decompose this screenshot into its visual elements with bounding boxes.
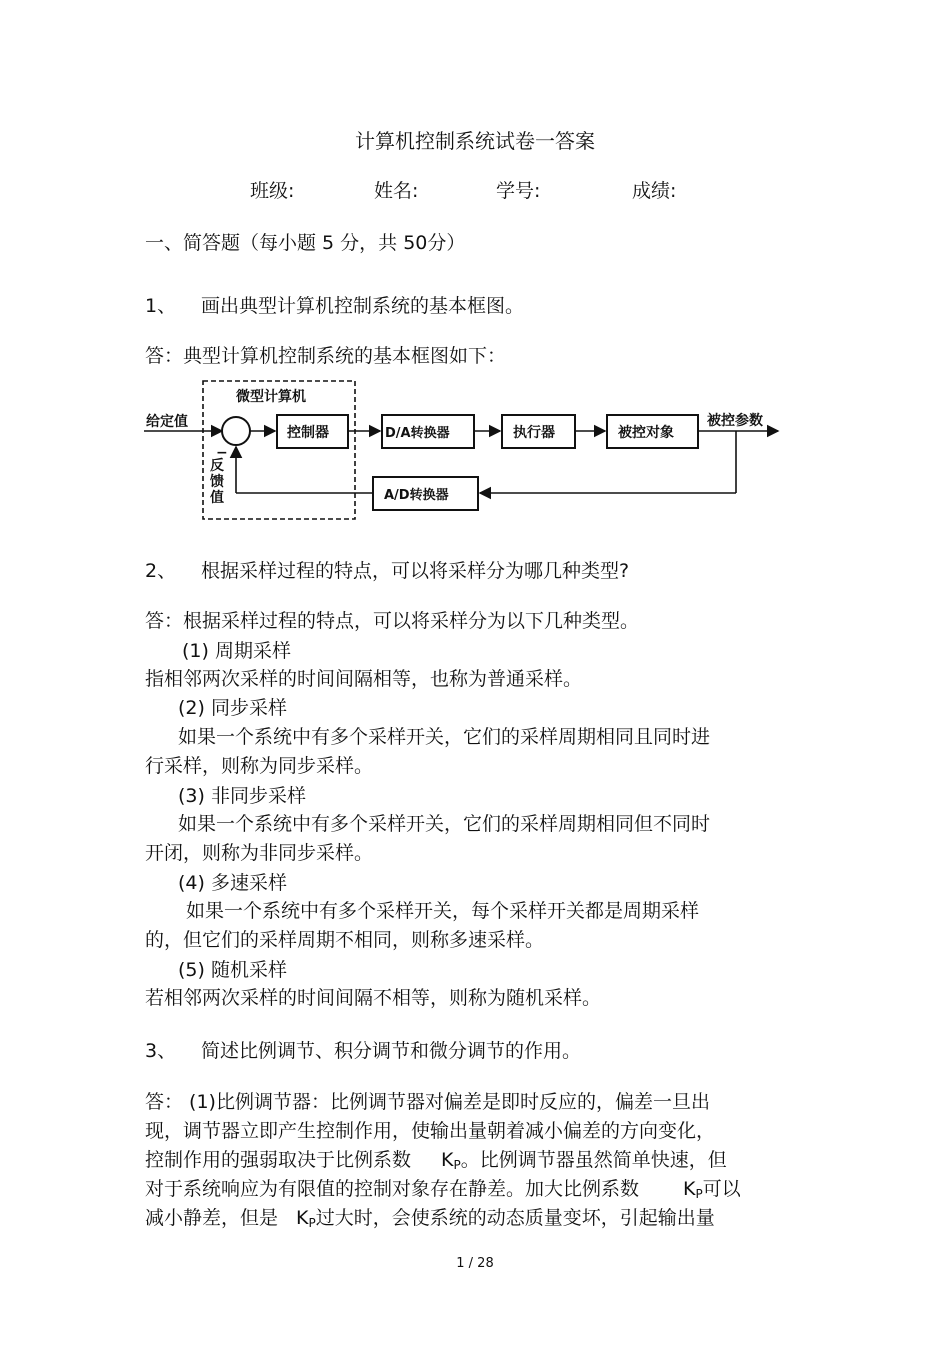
sampling-desc-3a: 如果一个系统中有多个采样开关，它们的采样周期相同但不同时 [178, 813, 711, 835]
input-label: 给定值 [146, 414, 188, 430]
question-text: 简述比例调节、积分调节和微分调节的作用。 [201, 1040, 582, 1062]
feedback-label-1: 反 [210, 458, 224, 474]
document-title: 计算机控制系统试卷一答案 [355, 129, 595, 153]
sampling-type-1: (1) 周期采样 [182, 640, 291, 662]
output-label: 被控参数 [707, 413, 763, 429]
answer-text: 减小静差，但是 [145, 1207, 279, 1229]
sampling-desc-5: 若相邻两次采样的时间间隔不相等，则称为随机采样。 [145, 987, 602, 1009]
block-actuator-label: 执行器 [513, 425, 555, 441]
block-controller-label: 控制器 [287, 425, 329, 441]
question-text: 根据采样过程的特点，可以将采样分为哪几种类型? [201, 560, 630, 582]
sampling-desc-4b: 的，但它们的采样周期不相同，则称多速采样。 [145, 929, 545, 951]
answer-text: 对于系统响应为有限值的控制对象存在静差。加大比例系数 [145, 1178, 640, 1200]
minus-sign: − [216, 445, 228, 461]
question-3 [145, 1040, 581, 1062]
answer-1: 答：典型计算机控制系统的基本框图如下： [145, 345, 507, 367]
question-number: 3、 [145, 1040, 177, 1062]
answer-text: 可以 [702, 1178, 741, 1200]
feedback-label-3: 值 [210, 490, 224, 506]
kp-symbol: $K_P$ [683, 1178, 703, 1201]
page-number: 1 / 28 [456, 1256, 494, 1271]
question-number: 1、 [145, 295, 177, 317]
kp-symbol: $K_P$ [441, 1149, 461, 1172]
question-number: 2、 [145, 560, 177, 582]
sampling-desc-1: 指相邻两次采样的时间间隔相等，也称为普通采样。 [145, 668, 583, 690]
answer-text: 过大时，会使系统的动态质量变坏，引起输出量 [315, 1207, 715, 1229]
field-student-id: 学号: [496, 180, 541, 202]
question-2 [145, 560, 629, 582]
block-plant-label: 被控对象 [618, 425, 674, 441]
sampling-desc-2b: 行采样，则称为同步采样。 [145, 755, 374, 777]
feedback-label-2: 馈 [210, 474, 224, 490]
answer-3-line-4 [145, 1178, 741, 1205]
answer-3-line-2: 现，调节器立即产生控制作用，使输出量朝着减小偏差的方向变化， [145, 1120, 716, 1142]
sampling-desc-3b: 开闭，则称为非同步采样。 [145, 842, 374, 864]
question-1 [145, 295, 524, 317]
sampling-type-3: (3) 非同步采样 [178, 785, 306, 807]
sampling-type-2: (2) 同步采样 [178, 697, 287, 719]
answer-text: 。比例调节器虽然简单快速，但 [460, 1149, 727, 1171]
section-heading: 一、简答题（每小题 5 分，共 50分） [145, 232, 466, 254]
sampling-desc-4a: 如果一个系统中有多个采样开关，每个采样开关都是周期采样 [186, 900, 700, 922]
answer-3-line-3 [145, 1149, 727, 1176]
control-system-block-diagram [140, 375, 790, 525]
answer-text: 控制作用的强弱取决于比例系数 [145, 1149, 412, 1171]
field-class: 班级: [250, 180, 295, 202]
summing-junction [222, 417, 250, 445]
sampling-type-4: (4) 多速采样 [178, 872, 287, 894]
sampling-type-5: (5) 随机采样 [178, 959, 287, 981]
kp-symbol: $K_P$ [296, 1207, 316, 1230]
answer-3-line-1: 答： (1)比例调节器：比例调节器对偏差是即时反应的，偏差一旦出 [145, 1091, 710, 1113]
answer-3-line-5 [145, 1207, 715, 1234]
question-text: 画出典型计算机控制系统的基本框图。 [201, 295, 525, 317]
field-score: 成绩: [632, 180, 677, 202]
sampling-desc-2a: 如果一个系统中有多个采样开关，它们的采样周期相同且同时进 [178, 726, 711, 748]
block-da-label: D/A转换器 [385, 426, 450, 441]
field-name: 姓名: [374, 180, 419, 202]
answer-2: 答：根据采样过程的特点，可以将采样分为以下几种类型。 [145, 610, 640, 632]
block-ad-label: A/D转换器 [384, 488, 449, 503]
microcomputer-label: 微型计算机 [236, 389, 306, 405]
